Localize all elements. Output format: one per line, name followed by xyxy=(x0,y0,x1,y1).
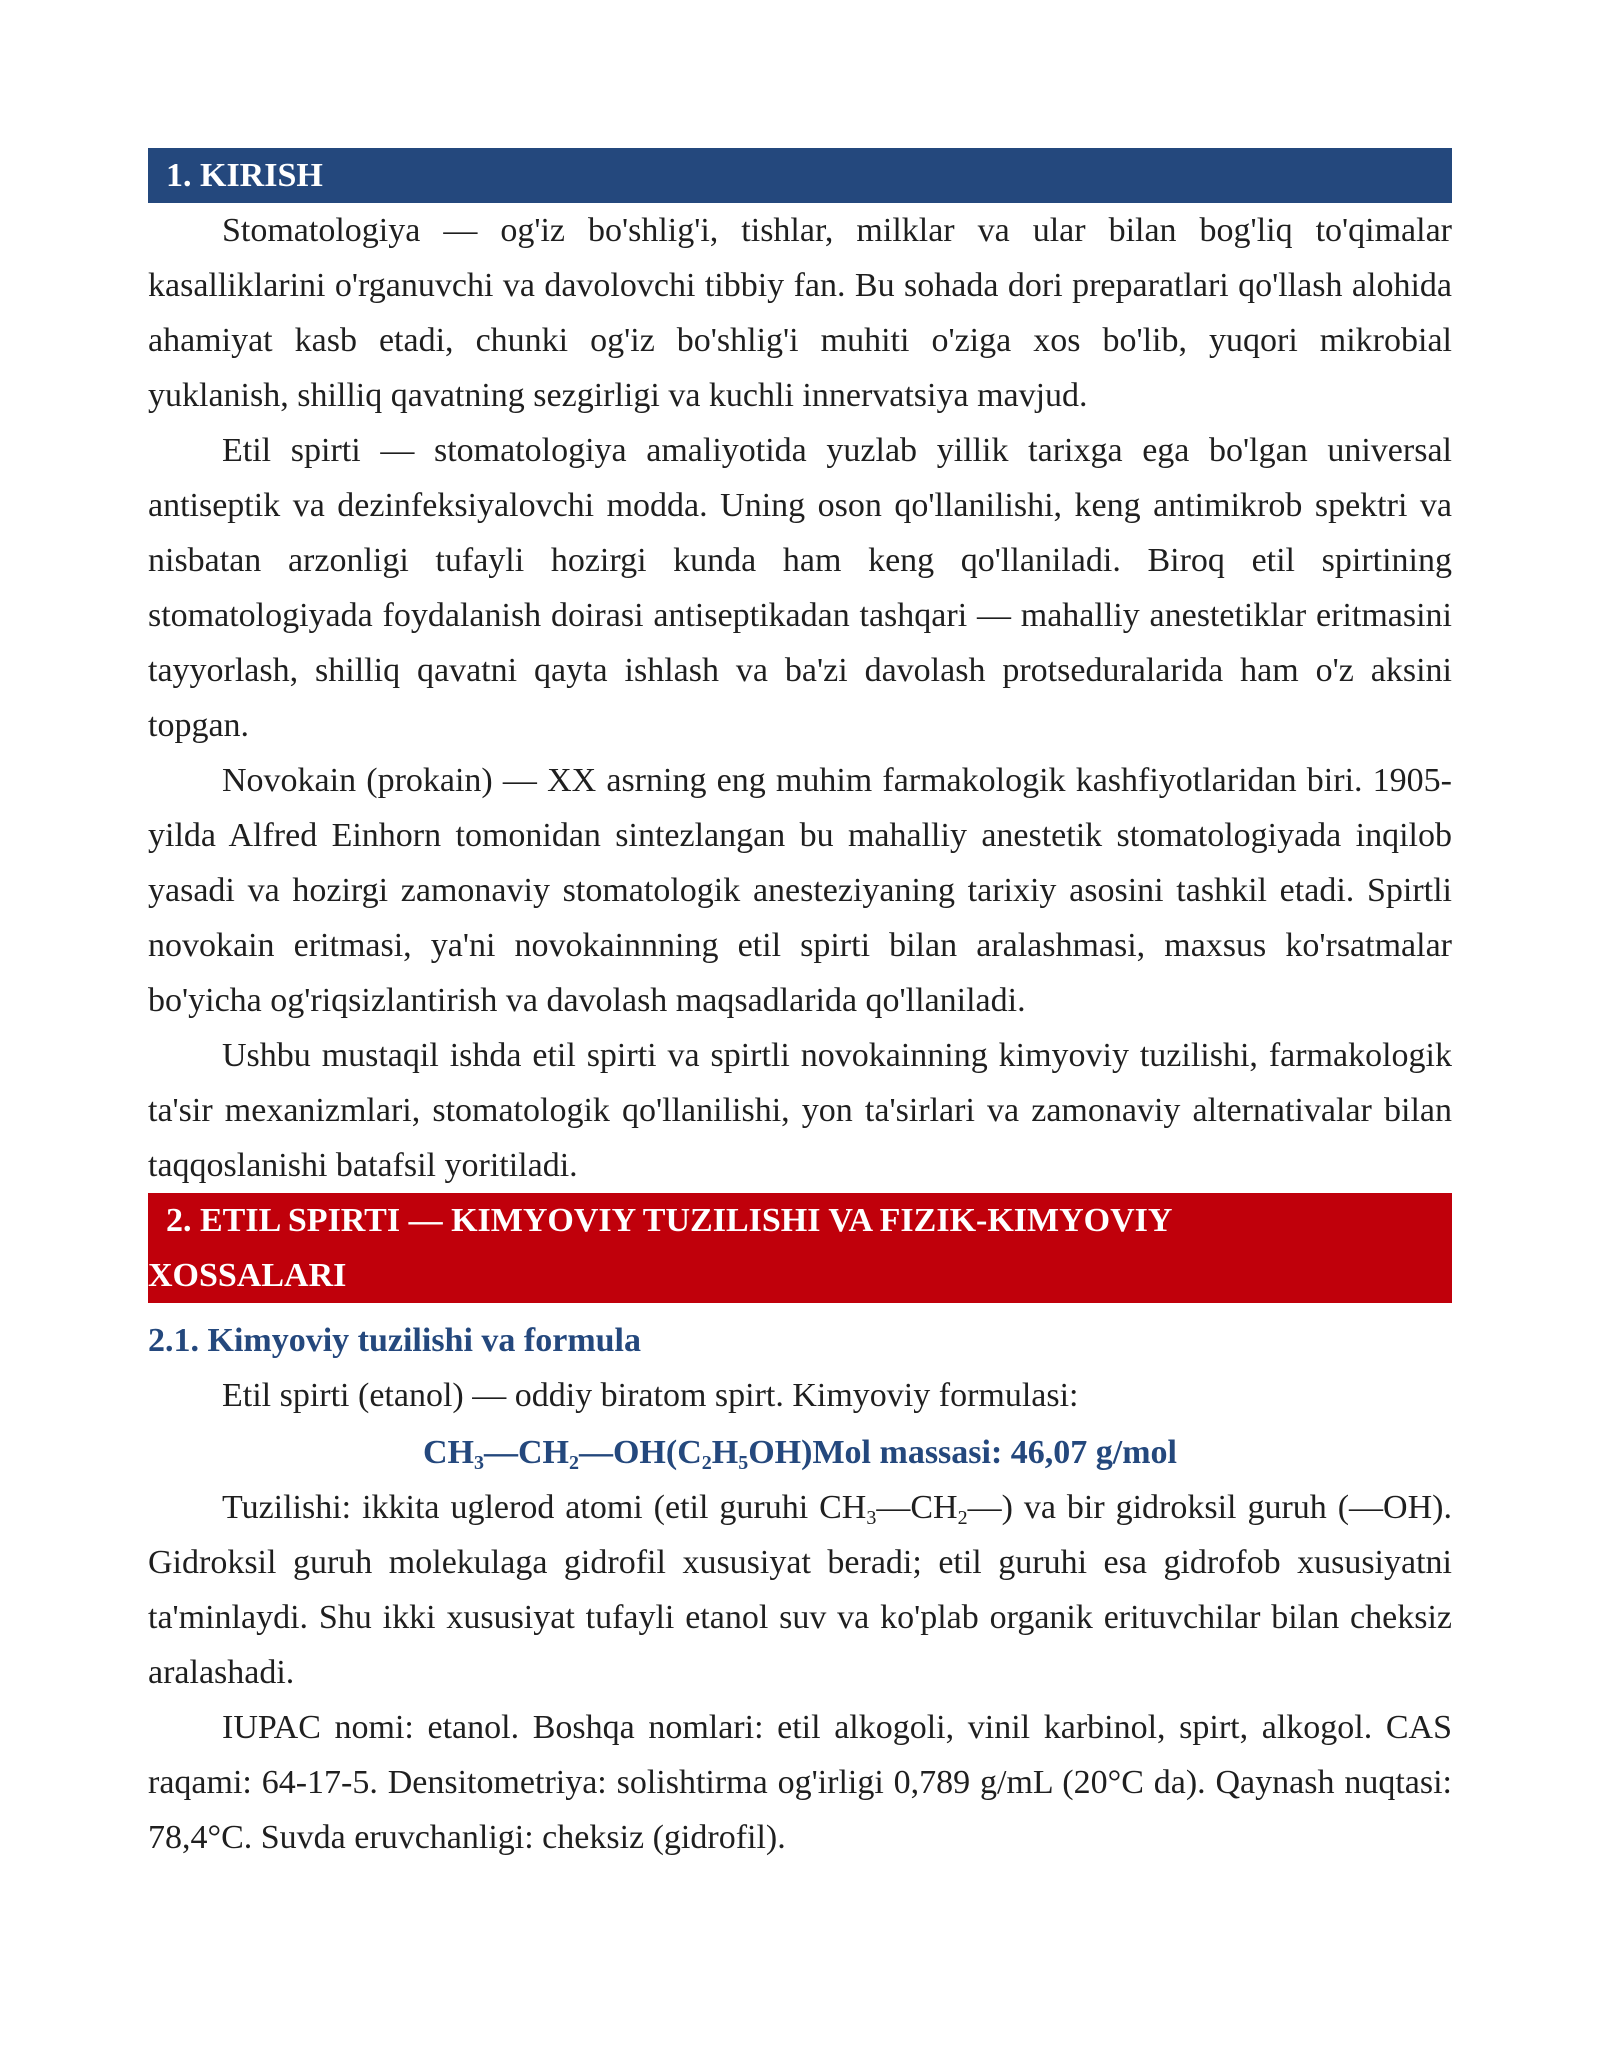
formula-h: H xyxy=(711,1434,739,1471)
structure-part-1: Tuzilishi: ikkita uglerod atomi (etil guruhi CH xyxy=(222,1489,867,1526)
chemical-formula xyxy=(148,1425,1452,1480)
formula-sub-2: 2 xyxy=(568,1452,579,1474)
molar-mass: Mol massasi: 46,07 g/mol xyxy=(812,1434,1177,1471)
structure-sub-2: 2 xyxy=(957,1507,968,1529)
paragraph-1: Stomatologiya — og'iz bo'shlig'i, tishlar, milklar va ular bilan bog'liq to'qimalar kasalliklarini o'rganuvchi va davolovchi tibbiy fan. Bu sohada dori preparatlari qo'llash alohida ahamiyat kasb etadi, chunki og'iz bo'shlig'i muhiti o'ziga xos bo'lib, yuqori mikrobial yuklanish, shilliq qavatning sezgirligi va kuchli innervatsiya mavjud. xyxy=(148,212,1452,414)
section-1-heading: 1. KIRISH xyxy=(148,148,1452,203)
structure-sub-3: 3 xyxy=(866,1507,877,1529)
structure-paragraph xyxy=(148,1480,1452,1700)
formula-condensed-open: (C xyxy=(665,1434,702,1471)
formula-h-sub: 5 xyxy=(738,1452,749,1474)
subsection-2-1-title: 2.1. Kimyoviy tuzilishi va formula xyxy=(148,1322,641,1359)
paragraph-4: Ushbu mustaqil ishda etil spirti va spirtli novokainning kimyoviy tuzilishi, farmakologik ta'sir mexanizmlari, stomatologik qo'llanilishi, yon ta'sirlari va zamonaviy alternativalar bilan taqqoslanishi batafsil yoritiladi. xyxy=(148,1037,1452,1184)
section-2-heading-line-1: 2. ETIL SPIRTI — KIMYOVIY TUZILISHI VA FIZIK-KIMYOVIY xyxy=(166,1202,1173,1239)
formula-ch2: —CH xyxy=(483,1434,569,1471)
formula-oh-close: OH) xyxy=(748,1434,813,1471)
iupac-paragraph: IUPAC nomi: etanol. Boshqa nomlari: etil alkogoli, vinil karbinol, spirt, alkogol. CAS raqami: 64-17-5. Densitometriya: solishtirma og'irligi 0,789 g/mL (20°C da). Qaynash nuqtasi: 78,4°C. Suvda eruvchanligi: cheksiz (gidrofil). xyxy=(148,1709,1452,1856)
formula-sub-3: 3 xyxy=(473,1452,484,1474)
section-2-heading xyxy=(148,1193,1452,1303)
structure-part-2: —CH xyxy=(876,1489,958,1526)
formula-intro: Etil spirti (etanol) — oddiy biratom spirt. Kimyoviy formulasi: xyxy=(222,1377,1079,1414)
formula-c-sub: 2 xyxy=(701,1452,712,1474)
section-2-heading-line-2: XOSSALARI xyxy=(148,1257,347,1294)
formula-ch: CH xyxy=(422,1434,474,1471)
formula-oh: —OH xyxy=(578,1434,666,1471)
paragraph-2: Etil spirti — stomatologiya amaliyotida yuzlab yillik tarixga ega bo'lgan universal antiseptik va dezinfeksiyalovchi modda. Uning oson qo'llanilishi, keng antimikrob spektri va nisbatan arzonligi tufayli hozirgi kunda ham keng qo'llaniladi. Biroq etil spirtining stomatologiyada foydalanish doirasi antiseptikadan tashqari — mahalliy anestetiklar eritmasini tayyorlash, shilliq qavatni qayta ishlash va ba'zi davolash protseduralarida ham o'z aksini topgan. xyxy=(148,432,1452,744)
structure-part-3: —) va bir gidroksil guruh (—OH). Gidroksil guruh molekulaga gidrofil xususiyat beradi; etil guruhi esa gidrofob xususiyatni ta'minlaydi. Shu ikki xususiyat tufayli etanol suv va ko'plab organik erituvchilar bilan cheksiz aralashadi. xyxy=(148,1489,1452,1691)
paragraph-3: Novokain (prokain) — XX asrning eng muhim farmakologik kashfiyotlaridan biri. 1905-yilda Alfred Einhorn tomonidan sintezlangan bu mahalliy anestetik stomatologiyada inqilob yasadi va hozirgi zamonaviy stomatologik anesteziyaning tarixiy asosini tashkil etadi. Spirtli novokain eritmasi, ya'ni novokainnning etil spirti bilan aralashmasi, maxsus ko'rsatmalar bo'yicha og'riqsizlantirish va davolash maqsadlarida qo'llaniladi. xyxy=(148,762,1452,1019)
